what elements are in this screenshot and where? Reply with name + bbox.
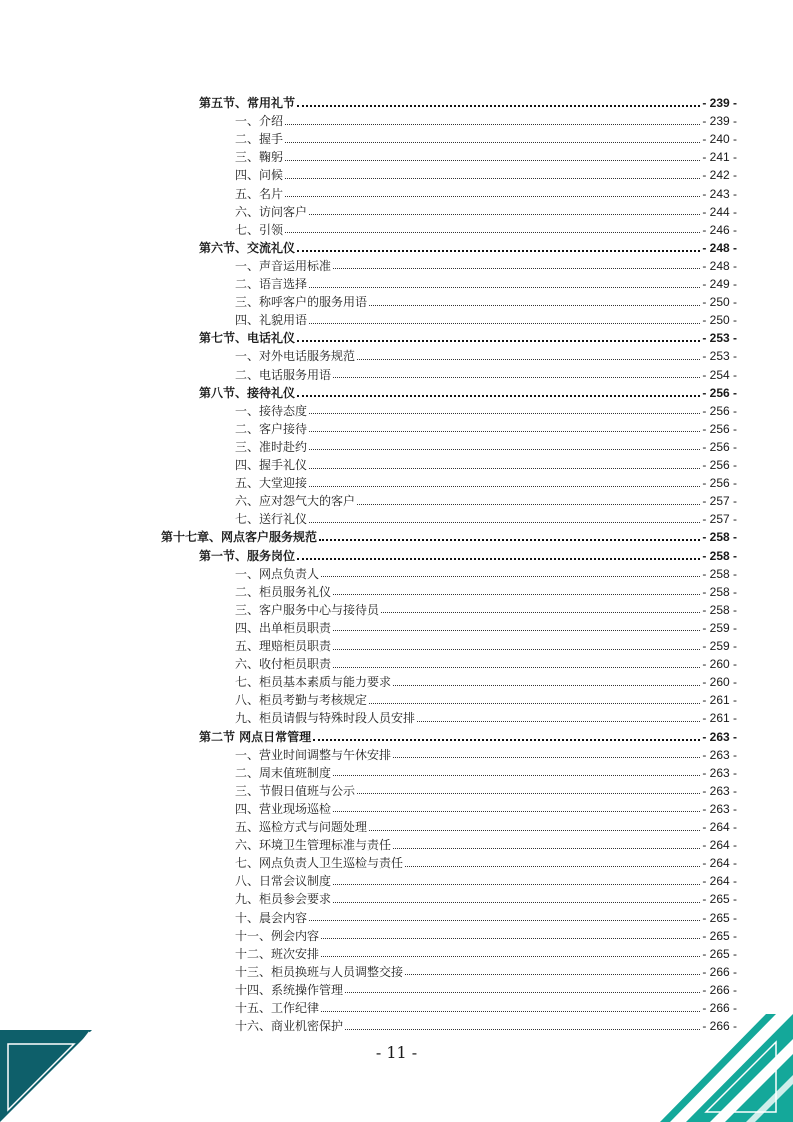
toc-entry-title: 四、问候 — [235, 168, 284, 183]
toc-entry-page: - 263 - — [702, 801, 737, 816]
toc-subsection-entry[interactable] — [235, 311, 737, 329]
toc-subsection-entry[interactable] — [235, 909, 737, 927]
toc-entry-page: - 264 - — [702, 856, 737, 871]
toc-entry-title: 七、引领 — [235, 222, 284, 237]
toc-entry-page: - 263 - — [702, 747, 737, 762]
toc-entry-title: 第二节 网点日常管理 — [199, 729, 312, 744]
toc-entry-title: 三、客户服务中心与接待员 — [235, 602, 380, 617]
toc-dot-leader — [285, 142, 700, 143]
toc-entry-page: - 250 - — [702, 295, 737, 310]
toc-entry-title: 第一节、服务岗位 — [199, 548, 296, 563]
toc-subsection-entry[interactable] — [235, 691, 737, 709]
toc-subsection-entry[interactable] — [235, 565, 737, 583]
toc-entry-page: - 265 - — [702, 910, 737, 925]
toc-subsection-entry[interactable] — [235, 890, 737, 908]
toc-subsection-entry[interactable] — [235, 402, 737, 420]
toc-dot-leader — [369, 830, 700, 831]
toc-entry-title: 九、柜员请假与特殊时段人员安排 — [235, 711, 416, 726]
toc-section-entry[interactable] — [199, 94, 737, 112]
toc-dot-leader — [381, 612, 700, 613]
toc-entry-page: - 242 - — [702, 168, 737, 183]
toc-subsection-entry[interactable] — [235, 257, 737, 275]
toc-dot-leader — [319, 539, 700, 541]
toc-entry-title: 四、礼貌用语 — [235, 313, 308, 328]
toc-dot-leader — [309, 522, 700, 523]
toc-dot-leader — [297, 340, 700, 342]
toc-subsection-entry[interactable] — [235, 764, 737, 782]
toc-entry-title: 五、名片 — [235, 186, 284, 201]
toc-dot-leader — [369, 703, 700, 704]
toc-subsection-entry[interactable] — [235, 474, 737, 492]
toc-section-entry[interactable] — [199, 329, 737, 347]
toc-entry-title: 二、客户接待 — [235, 421, 308, 436]
toc-dot-leader — [333, 775, 700, 776]
toc-dot-leader — [297, 250, 700, 252]
toc-entry-title: 七、柜员基本素质与能力要求 — [235, 675, 392, 690]
toc-entry-page: - 265 - — [702, 928, 737, 943]
toc-entry-title: 三、准时赴约 — [235, 439, 308, 454]
toc-entry-page: - 266 - — [702, 1001, 737, 1015]
toc-entry-page: - 265 - — [702, 946, 737, 961]
toc-subsection-entry[interactable] — [235, 510, 737, 528]
toc-dot-leader — [333, 594, 700, 595]
toc-dot-leader — [357, 359, 700, 360]
toc-entry-title: 十四、系统操作管理 — [235, 982, 344, 997]
toc-entry-page: - 258 - — [702, 530, 737, 545]
toc-dot-leader — [405, 866, 700, 867]
toc-entry-page: - 256 - — [702, 385, 737, 400]
toc-dot-leader — [357, 504, 700, 505]
toc-dot-leader — [333, 902, 700, 903]
toc-section-entry[interactable] — [199, 728, 737, 746]
toc-entry-page: - 260 - — [702, 657, 737, 672]
toc-entry-title: 第六节、交流礼仪 — [199, 240, 296, 255]
toc-entry-title: 六、收付柜员职责 — [235, 657, 332, 672]
toc-subsection-entry[interactable] — [235, 166, 737, 184]
toc-entry-page: - 264 - — [702, 838, 737, 853]
toc-entry-page: - 263 - — [702, 765, 737, 780]
toc-dot-leader — [393, 757, 700, 758]
toc-entry-title: 第五节、常用礼节 — [199, 96, 296, 110]
toc-dot-leader — [333, 268, 700, 269]
toc-dot-leader — [297, 558, 700, 560]
toc-entry-page: - 256 - — [702, 403, 737, 418]
toc-entry-page: - 265 - — [702, 892, 737, 907]
toc-entry-page: - 260 - — [702, 675, 737, 690]
toc-dot-leader — [357, 793, 700, 794]
toc-entry-page: - 243 - — [702, 186, 737, 201]
toc-entry-page: - 256 - — [702, 458, 737, 472]
toc-entry-title: 四、营业现场巡检 — [235, 801, 332, 816]
toc-entry-title: 一、接待态度 — [235, 403, 308, 418]
toc-entry-page: - 239 - — [702, 96, 737, 110]
toc-subsection-entry[interactable] — [235, 221, 737, 239]
toc-entry-page: - 261 - — [702, 711, 737, 726]
toc-subsection-entry[interactable] — [235, 927, 737, 945]
toc-entry-page: - 256 - — [702, 476, 737, 491]
toc-subsection-entry[interactable] — [235, 130, 737, 148]
toc-dot-leader — [345, 1029, 700, 1030]
toc-dot-leader — [285, 196, 700, 197]
toc-entry-page: - 257 - — [702, 494, 737, 509]
toc-entry-title: 十三、柜员换班与人员调整交接 — [235, 964, 404, 979]
toc-entry-page: - 239 - — [702, 114, 737, 129]
toc-dot-leader — [285, 124, 700, 125]
toc-entry-page: - 250 - — [702, 313, 737, 328]
toc-dot-leader — [309, 486, 700, 487]
toc-subsection-entry[interactable] — [235, 981, 737, 999]
toc-dot-leader — [345, 992, 700, 993]
toc-dot-leader — [285, 232, 700, 233]
toc-entry-title: 二、语言选择 — [235, 277, 308, 291]
toc-dot-leader — [309, 323, 700, 324]
toc-dot-leader — [333, 811, 700, 812]
toc-entry-title: 二、柜员服务礼仪 — [235, 584, 332, 599]
toc-entry-page: - 261 - — [702, 693, 737, 708]
toc-section-entry[interactable] — [199, 384, 737, 402]
toc-entry-title: 三、称呼客户的服务用语 — [235, 295, 368, 310]
toc-dot-leader — [313, 739, 700, 741]
toc-entry-page: - 258 - — [702, 566, 737, 581]
toc-dot-leader — [405, 974, 700, 975]
toc-entry-page: - 241 - — [702, 150, 737, 165]
toc-entry-title: 十二、班次安排 — [235, 946, 320, 961]
toc-subsection-entry[interactable] — [235, 818, 737, 836]
toc-subsection-entry[interactable] — [235, 148, 737, 166]
toc-chapter-entry[interactable] — [161, 528, 737, 546]
toc-entry-page: - 240 - — [702, 132, 737, 147]
toc-entry-title: 一、介绍 — [235, 114, 284, 129]
toc-entry-page: - 264 - — [702, 874, 737, 889]
toc-entry-title: 八、柜员考勤与考核规定 — [235, 693, 368, 708]
toc-section-entry[interactable] — [199, 547, 737, 565]
toc-dot-leader — [393, 848, 700, 849]
toc-entry-title: 五、大堂迎接 — [235, 476, 308, 491]
toc-subsection-entry[interactable] — [235, 203, 737, 221]
toc-subsection-entry[interactable] — [235, 619, 737, 637]
toc-dot-leader — [417, 721, 700, 722]
toc-dot-leader — [309, 468, 700, 469]
toc-entry-title: 四、出单柜员职责 — [235, 620, 332, 635]
toc-subsection-entry[interactable] — [235, 438, 737, 456]
toc-entry-page: - 256 - — [702, 421, 737, 436]
toc-entry-title: 四、握手礼仪 — [235, 458, 308, 472]
toc-entry-page: - 253 - — [702, 349, 737, 364]
toc-subsection-entry[interactable] — [235, 601, 737, 619]
toc-dot-leader — [309, 287, 700, 288]
toc-subsection-entry[interactable] — [235, 872, 737, 890]
toc-entry-title: 十六、商业机密保护 — [235, 1019, 344, 1034]
toc-dot-leader — [321, 576, 700, 577]
toc-entry-page: - 264 - — [702, 820, 737, 834]
toc-entry-title: 二、握手 — [235, 132, 284, 147]
toc-entry-title: 一、营业时间调整与午休安排 — [235, 747, 392, 762]
toc-entry-page: - 266 - — [702, 982, 737, 997]
toc-entry-title: 二、周末值班制度 — [235, 765, 332, 780]
toc-subsection-entry[interactable] — [235, 800, 737, 818]
toc-entry-title: 六、访问客户 — [235, 204, 308, 219]
toc-subsection-entry[interactable] — [235, 655, 737, 673]
toc-section-entry[interactable] — [199, 239, 737, 257]
corner-decoration-right — [660, 1014, 793, 1122]
toc-subsection-entry[interactable] — [235, 366, 737, 384]
toc-entry-title: 十、晨会内容 — [235, 910, 308, 925]
toc-subsection-entry[interactable] — [235, 746, 737, 764]
toc-entry-title: 三、节假日值班与公示 — [235, 783, 356, 798]
toc-subsection-entry[interactable] — [235, 275, 737, 293]
toc-entry-page: - 266 - — [702, 964, 737, 979]
toc-dot-leader — [369, 305, 700, 306]
toc-dot-leader — [321, 938, 700, 939]
toc-dot-leader — [309, 413, 700, 414]
toc-entry-title: 五、巡检方式与问题处理 — [235, 820, 368, 834]
toc-entry-title: 第七节、电话礼仪 — [199, 331, 296, 346]
toc-dot-leader — [321, 1011, 700, 1012]
toc-entry-page: - 253 - — [702, 331, 737, 346]
toc-entry-page: - 257 - — [702, 512, 737, 527]
toc-dot-leader — [333, 377, 700, 378]
toc-entry-page: - 259 - — [702, 620, 737, 635]
toc-subsection-entry[interactable] — [235, 854, 737, 872]
toc-subsection-entry[interactable] — [235, 709, 737, 727]
toc-entry-page: - 244 - — [702, 204, 737, 219]
toc-subsection-entry[interactable] — [235, 673, 737, 691]
toc-entry-page: - 258 - — [702, 548, 737, 563]
toc-entry-title: 一、对外电话服务规范 — [235, 349, 356, 364]
toc-dot-leader — [309, 431, 700, 432]
toc-entry-page: - 249 - — [702, 277, 737, 291]
toc-subsection-entry[interactable] — [235, 185, 737, 203]
toc-entry-title: 八、日常会议制度 — [235, 874, 332, 889]
toc-entry-title: 第十七章、网点客户服务规范 — [161, 530, 318, 545]
toc-entry-page: - 248 - — [702, 240, 737, 255]
toc-entry-title: 五、理赔柜员职责 — [235, 639, 332, 653]
toc-entry-page: - 263 - — [702, 783, 737, 798]
toc-entry-title: 七、网点负责人卫生巡检与责任 — [235, 856, 404, 871]
toc-dot-leader — [297, 395, 700, 397]
toc-entry-title: 十一、例会内容 — [235, 928, 320, 943]
toc-dot-leader — [333, 667, 700, 668]
toc-entry-title: 九、柜员参会要求 — [235, 892, 332, 907]
toc-dot-leader — [333, 649, 700, 650]
toc-subsection-entry[interactable] — [235, 347, 737, 365]
toc-dot-leader — [333, 884, 700, 885]
toc-entry-page: - 263 - — [702, 729, 737, 744]
toc-dot-leader — [285, 178, 700, 179]
toc-entry-page: - 259 - — [702, 639, 737, 653]
toc-entry-page: - 256 - — [702, 439, 737, 454]
toc-entry-title: 二、电话服务用语 — [235, 367, 332, 382]
toc-subsection-entry[interactable] — [235, 456, 737, 474]
toc-entry-title: 七、送行礼仪 — [235, 512, 308, 527]
toc-entry-page: - 246 - — [702, 222, 737, 237]
toc-dot-leader — [321, 956, 700, 957]
toc-entry-title: 一、网点负责人 — [235, 566, 320, 581]
toc-dot-leader — [285, 160, 700, 161]
toc-entry-title: 一、声音运用标准 — [235, 258, 332, 273]
toc-subsection-entry[interactable] — [235, 782, 737, 800]
toc-subsection-entry[interactable] — [235, 836, 737, 854]
toc-subsection-entry[interactable] — [235, 637, 737, 655]
toc-entry-page: - 254 - — [702, 367, 737, 382]
toc-subsection-entry[interactable] — [235, 112, 737, 130]
toc-dot-leader — [297, 105, 700, 107]
toc-entry-page: - 266 - — [702, 1019, 737, 1034]
toc-subsection-entry[interactable] — [235, 420, 737, 438]
toc-dot-leader — [309, 449, 700, 450]
toc-dot-leader — [333, 630, 700, 631]
toc-entry-title: 六、环境卫生管理标准与责任 — [235, 838, 392, 853]
toc-subsection-entry[interactable] — [235, 945, 737, 963]
toc-subsection-entry[interactable] — [235, 492, 737, 510]
toc-dot-leader — [309, 920, 700, 921]
toc-subsection-entry[interactable] — [235, 963, 737, 981]
toc-entry-title: 第八节、接待礼仪 — [199, 385, 296, 400]
toc-dot-leader — [393, 685, 700, 686]
toc-entry-title: 三、鞠躬 — [235, 150, 284, 165]
toc-subsection-entry[interactable] — [235, 583, 737, 601]
toc-subsection-entry[interactable] — [235, 293, 737, 311]
toc-entry-title: 十五、工作纪律 — [235, 1001, 320, 1015]
toc-entry-page: - 258 - — [702, 602, 737, 617]
toc-entry-page: - 258 - — [702, 584, 737, 599]
toc-entry-title: 六、应对怨气大的客户 — [235, 494, 356, 509]
toc-entry-page: - 248 - — [702, 258, 737, 273]
page-number: - 11 - — [375, 1043, 418, 1062]
toc-dot-leader — [309, 214, 700, 215]
